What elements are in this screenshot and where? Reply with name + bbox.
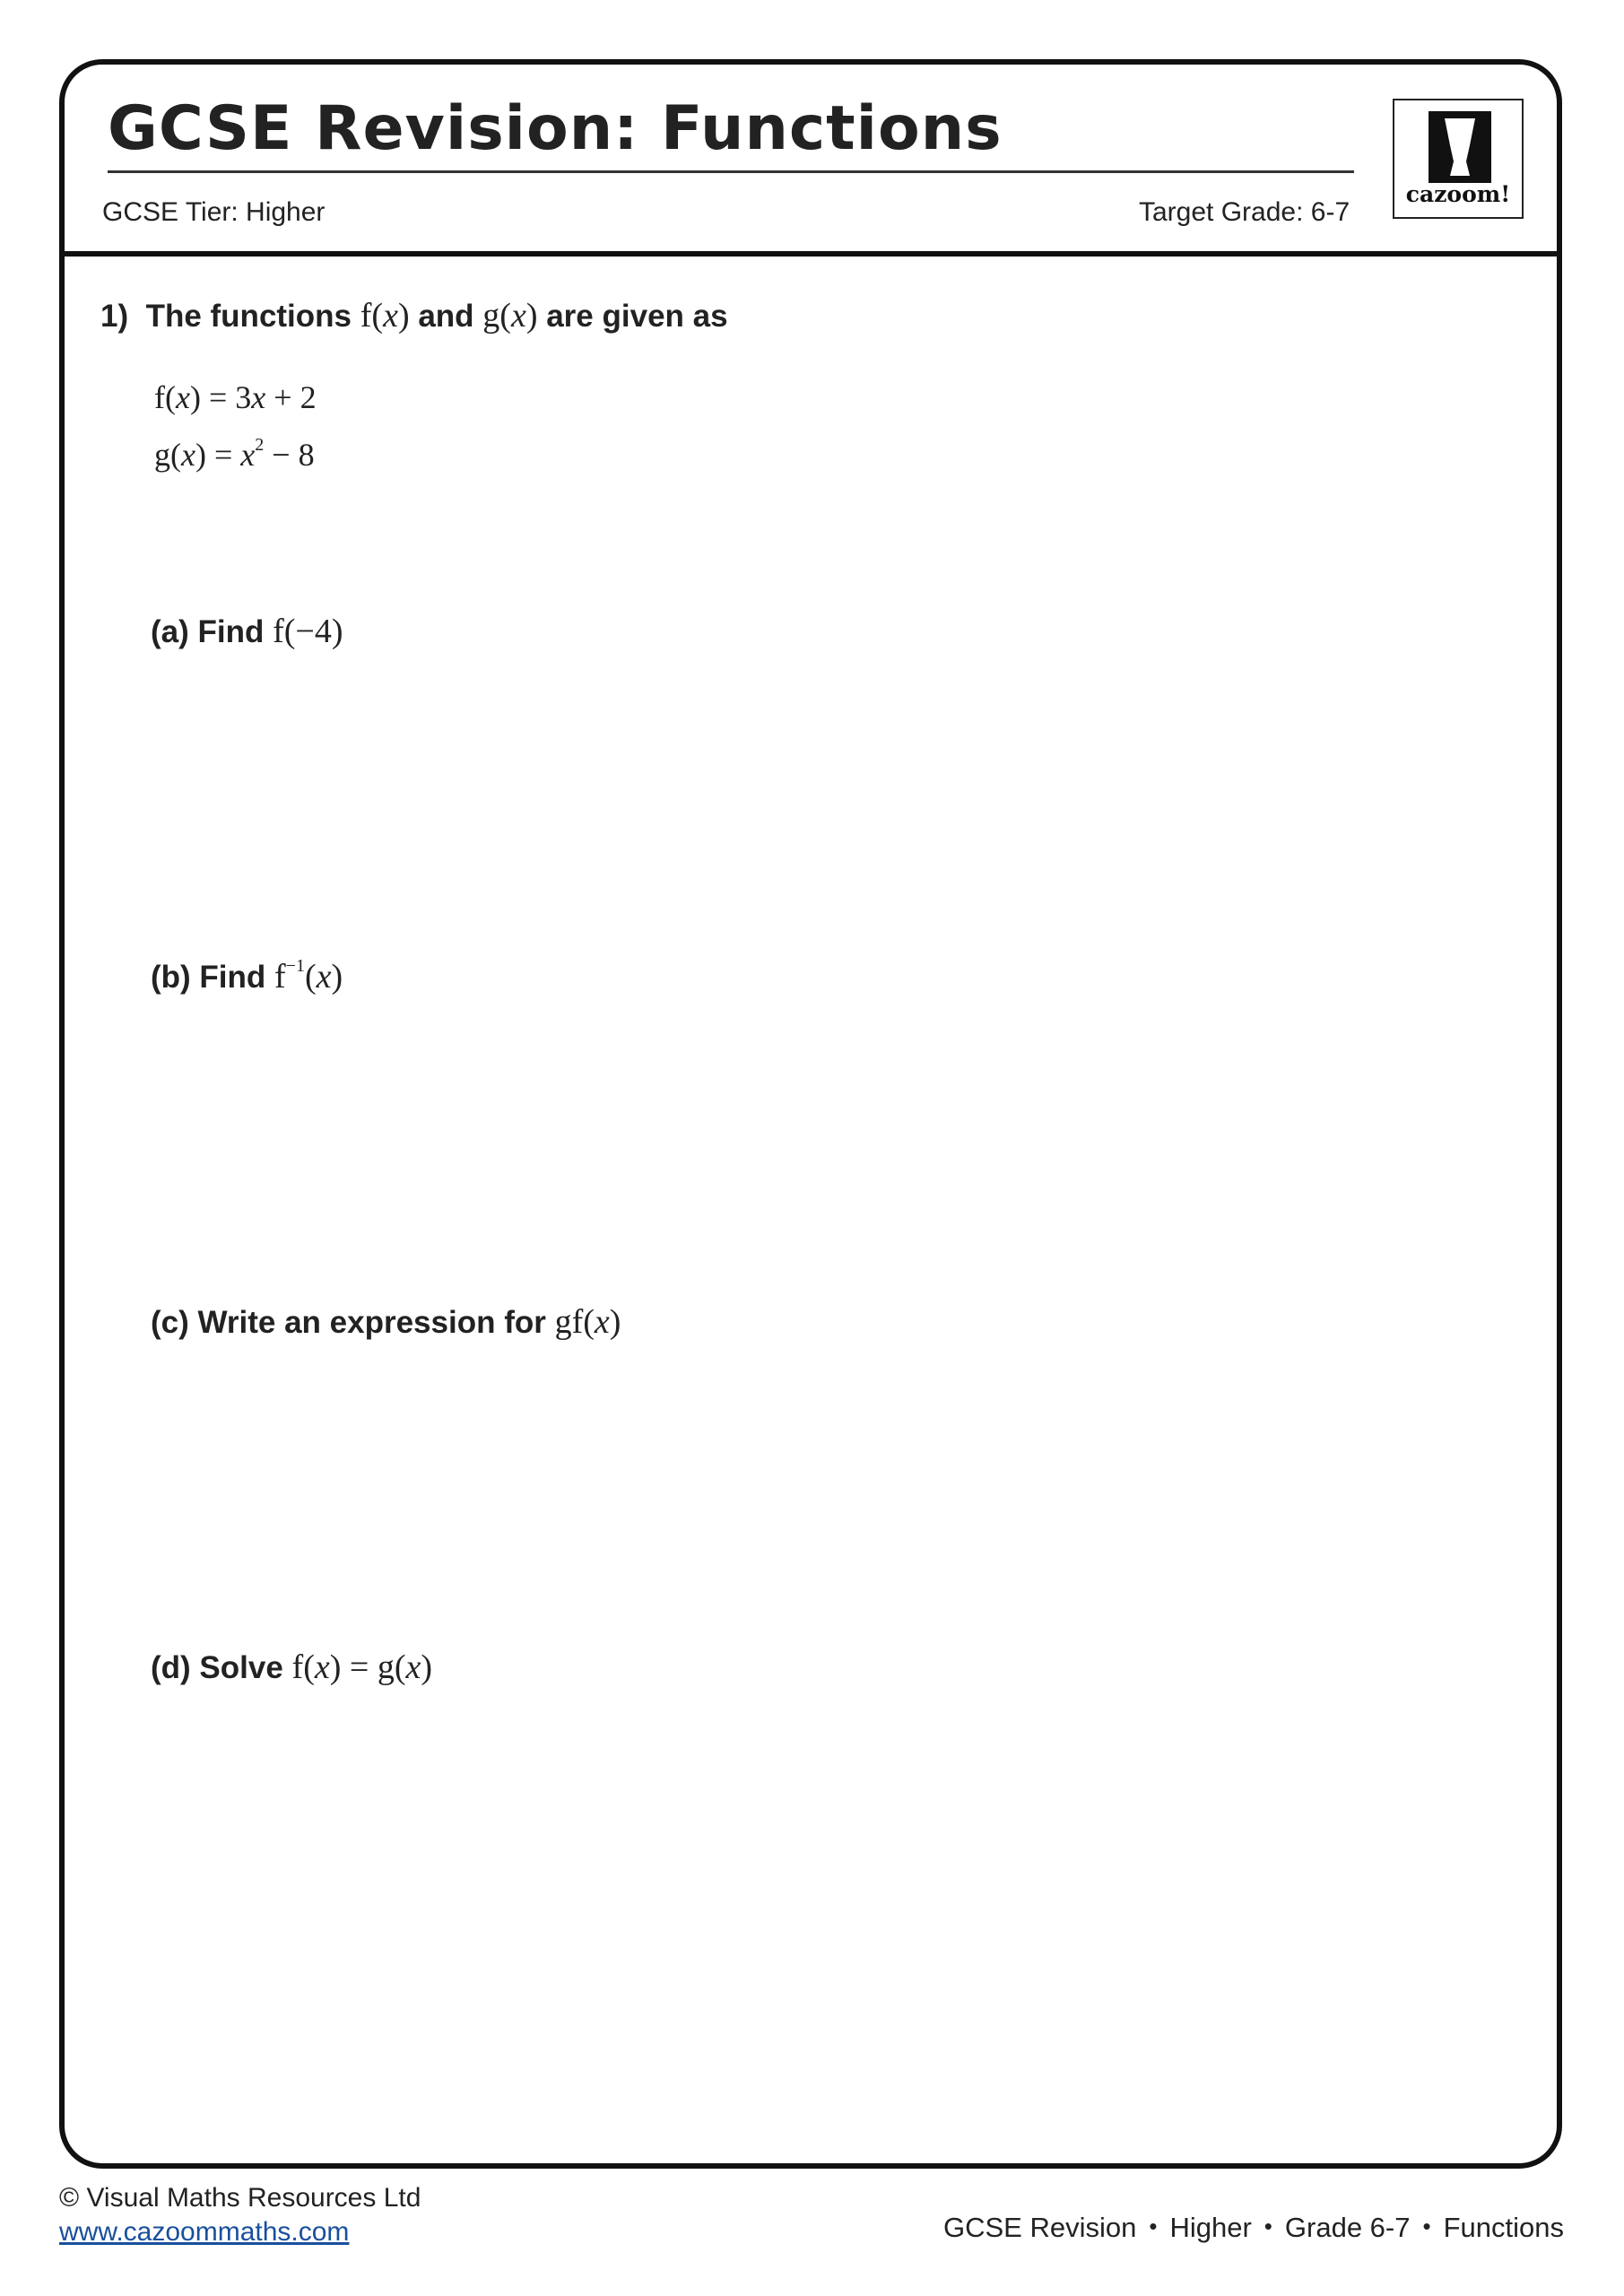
and-text: and (418, 299, 474, 334)
question-number: 1) (100, 299, 129, 334)
part-d-label: (d) Solve (151, 1650, 283, 1685)
footer-separator: • (1149, 2213, 1158, 2239)
part-d (151, 1648, 432, 1687)
footer-tag: GCSE Revision (943, 2212, 1137, 2243)
part-b (151, 957, 343, 996)
given-text: are given as (546, 299, 728, 334)
part-a (151, 612, 343, 651)
header-divider (65, 251, 1557, 257)
part-c (151, 1302, 621, 1342)
footer-tag: Higher (1169, 2212, 1252, 2243)
tier-label: GCSE Tier: Higher (102, 197, 326, 227)
g-definition: $g(x) = x^2 - 8$ (154, 435, 315, 473)
website-link[interactable]: www.cazoommaths.com (59, 2217, 350, 2247)
intro-text: The functions (145, 299, 352, 334)
f-definition: f(x) = 3x + 2 (154, 379, 317, 415)
footer-tags (897, 2212, 1564, 2244)
footer-tag: Functions (1443, 2212, 1564, 2243)
worksheet-header (65, 65, 1557, 257)
footer-separator: • (1264, 2213, 1272, 2239)
target-grade-label: Target Grade: 6-7 (1139, 197, 1350, 227)
worksheet-frame (59, 59, 1562, 2169)
copyright-text: © Visual Maths Resources Ltd (59, 2183, 421, 2213)
footer-tag: Grade 6-7 (1284, 2212, 1411, 2243)
page-title: GCSE Revision: Functions (108, 93, 1003, 164)
part-a-expression: f(−4) (273, 613, 343, 650)
cup-icon (1429, 111, 1491, 183)
part-b-label: (b) Find (151, 960, 266, 995)
part-c-label: (c) Write an expression for (151, 1305, 546, 1340)
part-a-label: (a) Find (151, 614, 265, 649)
part-b-expression: $f^{-1}(x)$ (274, 956, 343, 996)
question-1-intro: 1) The functions f(x) and g(x) are given as (100, 297, 728, 335)
part-c-expression: gf(x) (554, 1303, 621, 1341)
part-d-expression: f(x) = g(x) (291, 1648, 432, 1686)
logo-wordmark: cazoom! (1405, 181, 1511, 207)
title-underline (108, 170, 1354, 173)
cazoom-logo (1393, 99, 1524, 219)
footer-separator: • (1422, 2213, 1431, 2239)
